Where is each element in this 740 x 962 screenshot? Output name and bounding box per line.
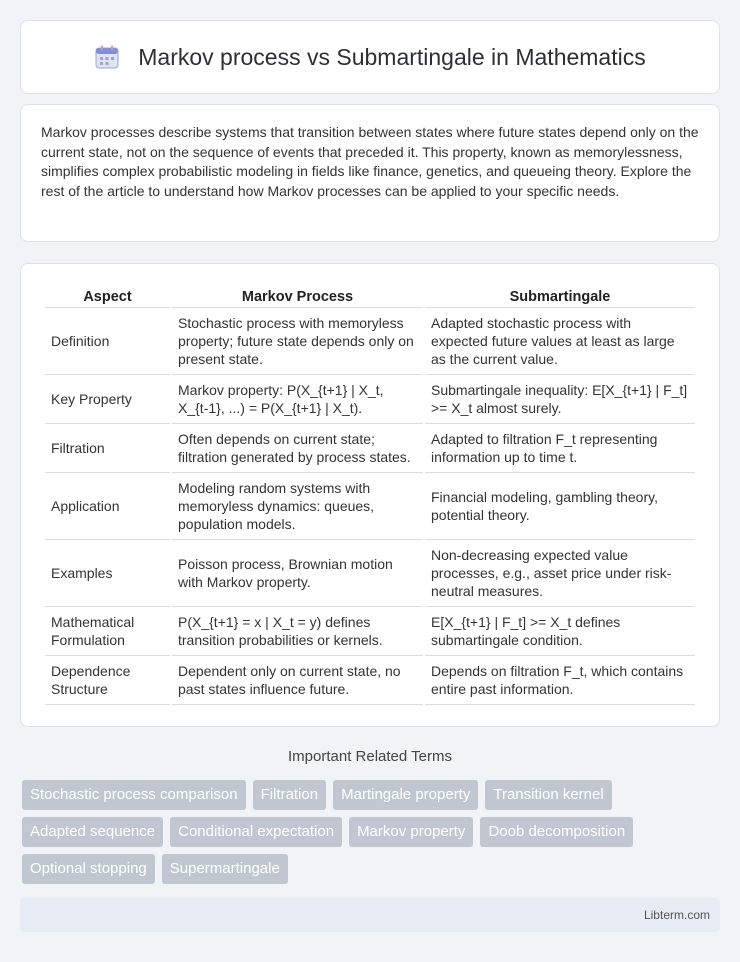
- row-aspect: Filtration: [45, 424, 170, 473]
- calendar-icon: [94, 44, 120, 70]
- row-markov: Markov property: P(X_{t+1} | X_t, X_{t-1}, ...) = P(X_{t+1} | X_t).: [172, 375, 423, 424]
- table-row: [45, 607, 695, 656]
- tag-markov-property[interactable]: Markov property: [349, 817, 473, 847]
- table-row: [45, 375, 695, 424]
- row-aspect: Application: [45, 473, 170, 540]
- header-aspect: Aspect: [45, 286, 170, 308]
- table-row: [45, 424, 695, 473]
- tag-optional-stopping[interactable]: Optional stopping: [22, 854, 155, 884]
- table-row: [45, 473, 695, 540]
- row-submartingale: Financial modeling, gambling theory, potential theory.: [425, 473, 695, 540]
- row-submartingale: Submartingale inequality: E[X_{t+1} | F_t] >= X_t almost surely.: [425, 375, 695, 424]
- row-aspect: Definition: [45, 308, 170, 375]
- row-markov: Often depends on current state; filtration generated by process states.: [172, 424, 423, 473]
- tag-supermartingale[interactable]: Supermartingale: [162, 854, 288, 884]
- row-markov: Poisson process, Brownian motion with Markov property.: [172, 540, 423, 607]
- tag-stochastic-process-comparison[interactable]: Stochastic process comparison: [22, 780, 246, 810]
- comparison-table-card: [20, 263, 720, 727]
- row-markov: Stochastic process with memoryless property; future state depends only on present state.: [172, 308, 423, 375]
- title-wrap: [94, 44, 645, 71]
- row-markov: Modeling random systems with memoryless dynamics: queues, population models.: [172, 473, 423, 540]
- row-aspect: Key Property: [45, 375, 170, 424]
- header-card: [20, 20, 720, 94]
- related-terms-title: Important Related Terms: [288, 748, 452, 765]
- intro-card: [20, 104, 720, 242]
- header-submartingale: Submartingale: [425, 286, 695, 308]
- tag-conditional-expectation[interactable]: Conditional expectation: [170, 817, 342, 847]
- intro-text: Markov processes describe systems that transition between states where future states depend only on the current state, not on the sequence of events that preceded it. This property, known as memorylessness, simplifies complex probabilistic modeling in fields like finance, genetics, and queueing theory. Explore the rest of the article to understand how Markov processes can be applied to your specific needs.: [41, 124, 699, 199]
- table-row: [45, 656, 695, 705]
- tag-transition-kernel[interactable]: Transition kernel: [485, 780, 611, 810]
- tag-adapted-sequence[interactable]: Adapted sequence: [22, 817, 163, 847]
- page-title: Markov process vs Submartingale in Mathematics: [138, 43, 646, 70]
- comparison-table: [43, 286, 697, 705]
- table-row: [45, 540, 695, 607]
- row-markov: P(X_{t+1} = x | X_t = y) defines transition probabilities or kernels.: [172, 607, 423, 656]
- header-markov-process: Markov Process: [172, 286, 423, 308]
- row-submartingale: E[X_{t+1} | F_t] >= X_t defines submartingale condition.: [425, 607, 695, 656]
- row-submartingale: Adapted stochastic process with expected future values at least as large as the current value.: [425, 308, 695, 375]
- row-submartingale: Adapted to filtration F_t representing information up to time t.: [425, 424, 695, 473]
- tag-doob-decomposition[interactable]: Doob decomposition: [480, 817, 633, 847]
- tag-filtration[interactable]: Filtration: [253, 780, 327, 810]
- row-markov: Dependent only on current state, no past states influence future.: [172, 656, 423, 705]
- row-submartingale: Non-decreasing expected value processes, e.g., asset price under risk-neutral measures.: [425, 540, 695, 607]
- row-aspect: Dependence Structure: [45, 656, 170, 705]
- row-aspect: Examples: [45, 540, 170, 607]
- table-header-row: [45, 286, 695, 308]
- tag-martingale-property[interactable]: Martingale property: [333, 780, 478, 810]
- footer: [20, 898, 720, 932]
- table-row: [45, 308, 695, 375]
- row-aspect: Mathematical Formulation: [45, 607, 170, 656]
- related-terms-list: [22, 780, 722, 884]
- footer-site-link[interactable]: Libterm.com: [643, 908, 710, 922]
- row-submartingale: Depends on filtration F_t, which contains entire past information.: [425, 656, 695, 705]
